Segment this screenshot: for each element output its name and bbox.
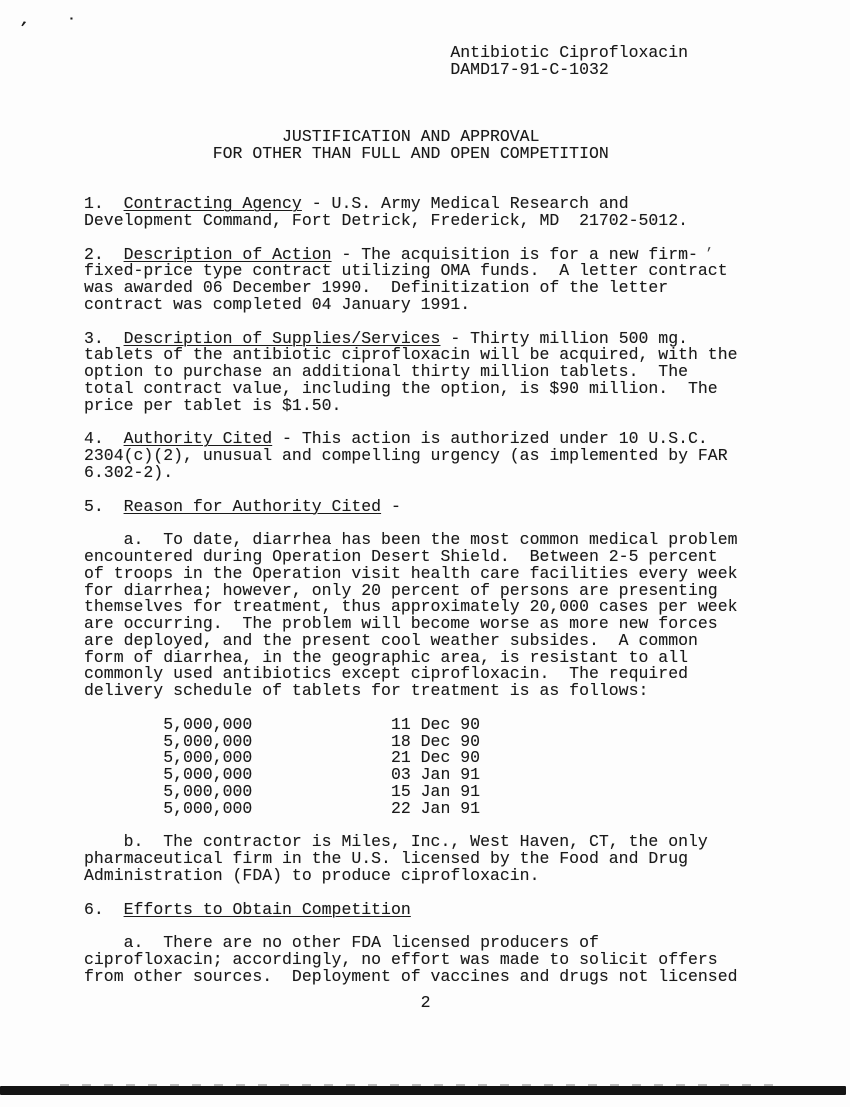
paragraph-2-description-of-action	[84, 244, 824, 314]
schedule-date: 15 Jan 91	[390, 782, 481, 802]
text-line: delivery schedule of tablets for treatment is as follows:	[84, 681, 649, 701]
text-line: a. To date, diarrhea has been the most common medical problem	[84, 530, 738, 550]
paragraph-4-authority-cited	[84, 431, 824, 481]
text-line: was awarded 06 December 1990. Definitization of the letter	[84, 278, 669, 298]
text-line: price per tablet is $1.50.	[84, 395, 342, 415]
text-line: 3. Description of Supplies/Services - Thirty million 500 mg.	[84, 328, 689, 348]
schedule-date: 18 Dec 90	[390, 731, 481, 751]
scan-redaction-bar	[0, 1086, 846, 1095]
text-line: 6. Efforts to Obtain Competition	[84, 899, 411, 919]
text-line: 2304(c)(2), unusual and compelling urgency (as implemented by FAR	[84, 446, 728, 466]
text-line: pharmaceutical firm in the U.S. licensed by the Food and Drug	[84, 849, 688, 869]
schedule-date: 11 Dec 90	[390, 714, 481, 734]
schedule-quantity: 5,000,000	[163, 714, 253, 734]
schedule-quantity: 5,000,000	[163, 731, 253, 751]
document-content	[84, 45, 824, 1011]
text-line: Development Command, Fort Detrick, Frederick, MD 21702-5012.	[84, 210, 688, 230]
text-line: total contract value, including the option, is $90 million. The	[84, 378, 718, 398]
pen-mark: ,	[706, 238, 714, 253]
paragraph-3-description-of-supplies	[84, 328, 824, 415]
text-line: 6.302-2).	[84, 462, 174, 482]
paragraph-6a-no-other-producers	[84, 935, 824, 985]
text-line: tablets of the antibiotic ciprofloxacin will be acquired, with the	[84, 345, 738, 365]
schedule-row	[84, 798, 824, 818]
text-line: of troops in the Operation visit health care facilities every week	[84, 563, 738, 583]
text-line: 4. Authority Cited - This action is authorized under 10 U.S.C.	[84, 429, 708, 449]
schedule-quantity: 5,000,000	[163, 798, 253, 818]
doc-title-line-1: JUSTIFICATION AND APPROVAL	[282, 126, 540, 146]
paragraph-5b-contractor	[84, 834, 824, 884]
paragraph-5a-diarrhea-problem	[84, 532, 824, 700]
text-line: option to purchase an additional thirty million tablets. The	[84, 362, 688, 382]
text-line: Administration (FDA) to produce ciprofloxacin.	[84, 866, 540, 886]
text-line: 2. Description of Action - The acquisition is for a new firm-	[84, 244, 698, 264]
text-line: encountered during Operation Desert Shield. Between 2-5 percent	[84, 546, 718, 566]
text-line: are deployed, and the present cool weather subsides. A common	[84, 630, 698, 650]
paragraph-1-contracting-agency	[84, 196, 824, 230]
scan-speck: ▪	[69, 15, 74, 24]
doc-title	[84, 126, 824, 163]
text-line: themselves for treatment, thus approximately 20,000 cases per week	[84, 597, 738, 617]
text-line: for diarrhea; however, only 20 percent of persons are presenting	[84, 580, 718, 600]
text-line: are occurring. The problem will become worse as more new forces	[84, 614, 718, 634]
schedule-quantity: 5,000,000	[163, 765, 253, 785]
schedule-date: 22 Jan 91	[390, 798, 481, 818]
schedule-quantity: 5,000,000	[163, 748, 253, 768]
paragraph-6-heading-efforts-to-obtain-competition	[84, 899, 824, 919]
text-line: b. The contractor is Miles, Inc., West Haven, CT, the only	[84, 832, 708, 852]
doc-title-line-2: FOR OTHER THAN FULL AND OPEN COMPETITION	[212, 143, 609, 163]
text-line: contract was completed 04 January 1991.	[84, 294, 471, 314]
text-line: fixed-price type contract utilizing OMA funds. A letter contract	[84, 261, 728, 281]
page-number: 2	[420, 992, 431, 1012]
text-line: 1. Contracting Agency - U.S. Army Medical Research and	[84, 194, 629, 214]
text-line: a. There are no other FDA licensed producers of	[84, 933, 599, 953]
schedule-date: 21 Dec 90	[390, 748, 481, 768]
schedule-quantity: 5,000,000	[163, 782, 253, 802]
text-line: from other sources. Deployment of vaccines and drugs not licensed	[84, 966, 738, 986]
text-line: form of diarrhea, in the geographic area, is resistant to all	[84, 647, 688, 667]
delivery-schedule-table	[84, 714, 824, 818]
text-line: 5. Reason for Authority Cited -	[84, 496, 401, 516]
text-line: commonly used antibiotics except ciprofloxacin. The required	[84, 664, 688, 684]
contract-number: DAMD17-91-C-1032	[450, 59, 609, 79]
text-line: ciprofloxacin; accordingly, no effort was made to solicit offers	[84, 950, 718, 970]
document-subject: Antibiotic Ciprofloxacin	[450, 43, 688, 62]
scan-speck: ,	[19, 11, 32, 30]
paragraph-5-heading-reason-for-authority	[84, 496, 824, 516]
doc-header	[84, 45, 824, 79]
schedule-date: 03 Jan 91	[390, 765, 481, 785]
